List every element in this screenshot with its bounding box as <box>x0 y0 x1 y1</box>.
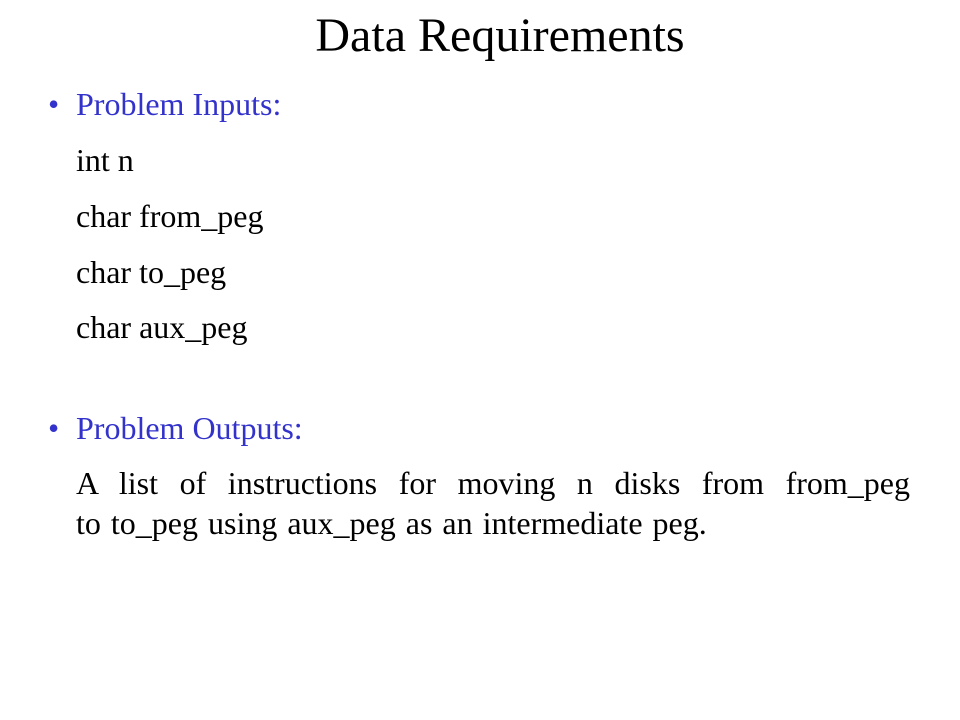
input-item: char to_peg <box>76 254 227 290</box>
bullet-label-inputs: Problem Inputs: <box>76 86 282 122</box>
bullet-problem-outputs <box>48 408 303 448</box>
bullet-problem-inputs <box>48 84 281 124</box>
bullet-icon: • <box>48 86 60 122</box>
outputs-description-line: to to_peg using aux_peg as an intermediate peg. <box>76 505 707 541</box>
outputs-description <box>76 463 910 543</box>
input-item: int n <box>76 142 134 178</box>
input-item: char aux_peg <box>76 309 248 345</box>
bullet-icon: • <box>48 410 60 446</box>
input-item: char from_peg <box>76 198 264 234</box>
bullet-label-outputs: Problem Outputs: <box>76 410 303 446</box>
outputs-description-line: A list of instructions for moving n disks from from_peg <box>76 465 910 501</box>
slide-title: Data Requirements <box>315 9 685 62</box>
